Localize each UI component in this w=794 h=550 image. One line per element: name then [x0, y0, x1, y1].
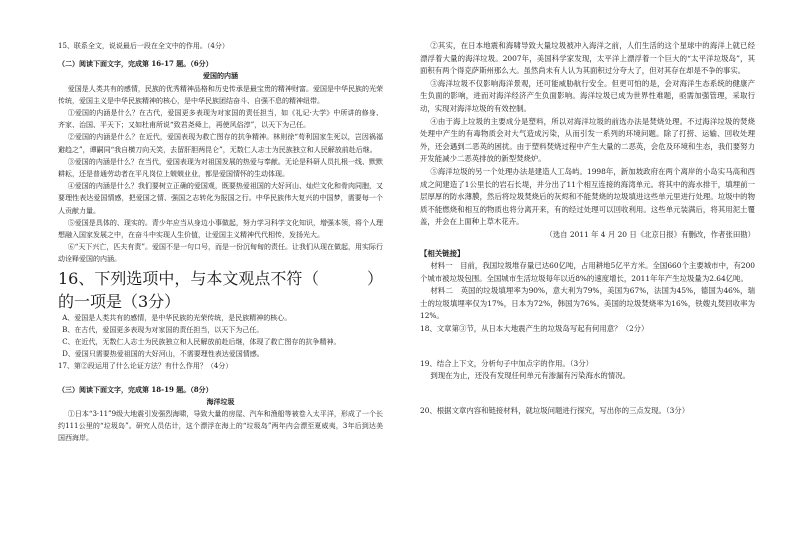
choice-b: B、在古代，爱国更多表现为对家国的责任担当，以天下为己任。	[62, 325, 264, 334]
question-20: 20、根据文章内容和链接材料，就垃圾问题进行探究，写出你的三点发现。（3分）	[420, 405, 690, 415]
patriotism-paragraph-2: ①爱国的内涵是什么？在古代，爱国更多表现为对家国的责任担当，如《礼记·大学》中所讲的修身、齐家、治国、平天下；又如杜甫所说“致君尧舜上，再使风俗淳”，以天下为己任。	[58, 109, 383, 130]
left-column	[58, 40, 383, 445]
related-links-heading: 【相关链接】	[420, 248, 465, 258]
ocean-paragraph-1: ①日本“3·11”9级大地震引发强烈海啸，导致大量的房屋、汽车和渔船等被卷入太平洋，形成了一个长约111公里的“垃圾岛”。研究人员估计，这个漂浮在海上的“垃圾岛”两年内会漂至夏威夷，3年后到达美国西海岸。	[58, 410, 383, 443]
answer-bracket[interactable]: （ ）	[302, 268, 383, 288]
patriotism-paragraph-1: 爱国是人类共有的感情，民族的优秀精神品格和历史传承是最宝贵的精神财富。爱国是中华民族的光荣传统，爱国主义是中华民族精神的核心，是中华民族团结奋斗、自强不息的精神纽带。	[58, 84, 383, 105]
choice-c: C、在近代，无数仁人志士为民族独立和人民解放前赴后继，体现了救亡图存的抗争精神。	[62, 338, 341, 347]
question-19: 19、结合上下文，分析句子中加点字的作用。（3分）	[420, 358, 594, 368]
material-1: 材料一 目前，我国垃圾堆存量已达60亿吨，占用耕地5亿平方米。全国660个主要城市中，有200个城市被垃圾包围。全国城市生活垃圾每年以近8%的速度增长，2011年年产生垃圾量为2.64亿吨。	[420, 261, 755, 283]
ocean-paragraph-3: ③海洋垃圾不仅影响海洋景观，还可能威胁航行安全。但更可怕的是，会对海洋生态系统的健康产生负面的影响，进而对海洋经济产生负面影响。海洋垃圾已成为世界性难题，亟需加强管理，采取行动，实现对海洋垃圾的有效控制。	[420, 78, 755, 113]
patriotism-paragraph-5: ④爱国的内涵是什么？我们要树立正确的爱国观，既要热爱祖国的大好河山、灿烂文化和骨肉同胞，又要理性表达爱国情感，把爱国之情、强国之志转化为报国之行。中华民族伟大复兴的中国梦，需要每一个人贡献力量。	[58, 182, 383, 215]
article-title-ocean-garbage: 海洋垃圾	[206, 396, 235, 406]
patriotism-paragraph-6: ⑤爱国是具体的、现实的。青少年应当从身边小事做起，努力学习科学文化知识，增强本领，将个人理想融入国家发展之中，在奋斗中实现人生价值，让爱国主义精神代代相传，发扬光大。	[58, 218, 383, 240]
ocean-paragraph-5: ⑤海洋垃圾的另一个处理办法是建造人工岛屿。1998年，新加坡政府在两个离岸的小岛实马高和西成之间建造了1公里长的岩石长堤，并分出了11个相互连接的海湾单元。将其中的海水排干，填埋前一层厚厚的防水薄膜，然后将垃圾焚烧后的灰烬和不能焚烧的垃圾填进这些单元里进行处理。垃圾中的物质不能燃烧和相互的物质也将分离开来，有的经过处理可以回收利用。这些单元装满后，将其用泥土覆盖，并会在上面种上草木花卉。	[420, 166, 755, 227]
ocean-paragraph-2: ②其实，在日本地震和海啸导致大量垃圾被冲入海洋之前，人们生活的这个星球中的海洋上就已经漂浮着大量的海洋垃圾。2007年，美国科学家发现，太平洋上漂浮着一个巨大的“太平洋垃圾岛”，其面积有两个得克萨斯州那么大。虽然尚未有人认为其面积过分夸大了，但对其存在却是不争的事实。	[420, 41, 755, 76]
question-17: 17、第②段运用了什么论证方法？有什么作用？（4分）	[58, 362, 233, 371]
section-2-heading: （二）阅读下面文字，完成第 16-17 题。（6分）	[58, 59, 213, 69]
question-16-row	[58, 266, 383, 312]
article-source: （选自 2011 年 4 月 20 日《北京日报》有删改，作者张田勘）	[545, 229, 755, 239]
right-column	[420, 40, 755, 417]
article-title-patriotism: 爱国的内涵	[203, 71, 238, 81]
choice-d: D、爱国只需要热爱祖国的大好河山，不需要理性表达爱国情感。	[62, 350, 264, 359]
section-3-heading: （三）阅读下面文字，完成第 18-19 题。（8分）	[58, 384, 213, 394]
question-18: 18、文章第③节，从日本大地震产生的垃圾岛写起有何用意？（2分）	[420, 324, 649, 334]
question-16: 16、下列选项中，与本文观点不符的一项是（3分）	[58, 268, 303, 311]
patriotism-paragraph-4: ③爱国的内涵是什么？在当代，爱国表现为对祖国发展的热爱与奉献。无论是科研人员扎根一线、默默耕耘，还是普通劳动者在平凡岗位上兢兢业业，都是爱国情怀的生动体现。	[58, 157, 383, 179]
patriotism-paragraph-7: ⑥“天下兴亡，匹夫有责”。爱国不是一句口号，而是一份沉甸甸的责任。让我们从现在做起，用实际行动诠释爱国的内涵。	[58, 243, 383, 264]
patriotism-paragraph-3: ②爱国的内涵是什么？在近代，爱国表现为救亡图存的抗争精神。林则徐“苟利国家生死以，岂因祸福避趋之”，谭嗣同“我自横刀向天笑，去留肝胆两昆仑”，无数仁人志士为民族独立和人民解放前赴后继。	[58, 133, 383, 154]
choice-a: A、爱国是人类共有的感情，是中华民族的光荣传统，是民族精神的核心。	[62, 313, 292, 322]
question-15: 15、联系全文，说说最后一段在全文中的作用。（4分）	[58, 42, 229, 50]
material-2: 材料二 英国的垃圾填埋率为90%，意大利为79%，美国为67%，法国为45%，德国为46%，瑞士的垃圾填埋率仅为17%，日本为72%，韩国为76%。美国的垃圾焚烧率为16%，铁嫂丸焚回收率为12%。	[420, 286, 755, 321]
ocean-paragraph-4: ④由于海上垃圾的主要成分是塑料，所以对海洋垃圾的前选办法是焚烧处理。不过海洋垃圾的焚烧处理中产生的有毒物质会对大气造成污染，从而引发一系列的环境问题。除了打捞、运输、回收处理外，还会遇到二恶英的困扰。由于塑料焚烧过程中产生大量的二恶英，会危及环境和生态，我们要努力开发能减少二恶英排放的新型焚烧炉。	[420, 116, 755, 164]
question-19-sentence: 到现在为止，还没有发现任何单元有渗漏有污染海水的情况。	[430, 371, 630, 381]
